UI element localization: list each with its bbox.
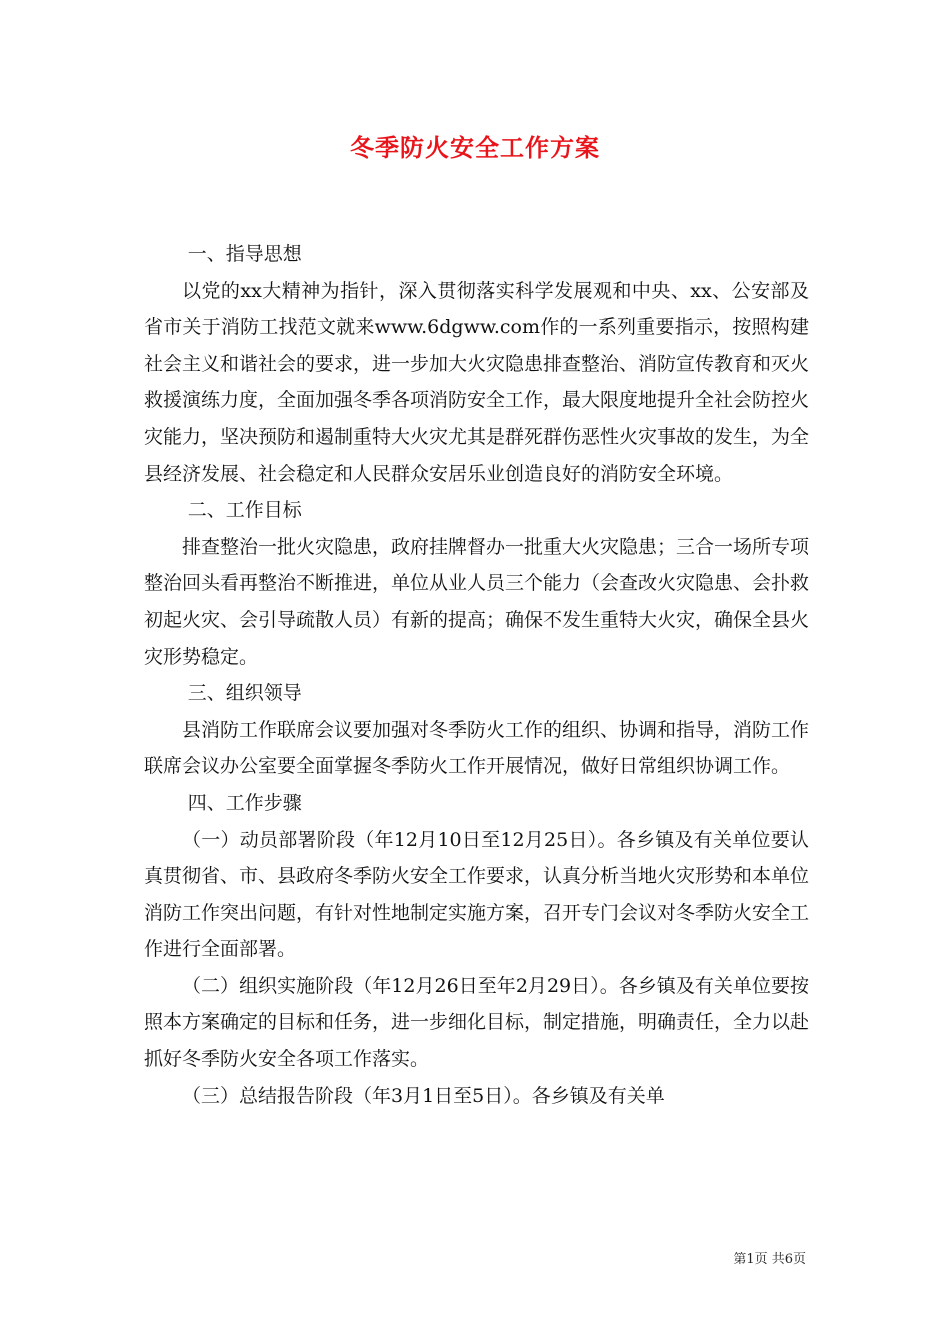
section-heading: 四、工作步骤 xyxy=(187,791,302,814)
section-heading: 一、指导思想 xyxy=(187,243,302,265)
paragraph: （三）总结报告阶段（年3月1日至5日）。各乡镇及有关单 xyxy=(182,1084,665,1107)
paragraph: （一）动员部署阶段（年12月10日至12月25日）。各乡镇及有关单位要认真贯彻省、市、县政府冬季防火安全工作要求，认真分析当地火灾形势和本单位消防工作突出问题，有针对性地制定实施方案，召开专门会议对冬季防火安全工作进行全面部署。 xyxy=(144,828,810,961)
page-number: 第1页 共6页 xyxy=(733,1252,806,1267)
document-title: 冬季防火安全工作方案 xyxy=(350,133,600,162)
paragraph: 排查整治一批火灾隐患，政府挂牌督办一批重大火灾隐患；三合一场所专项整治回头看再整治不断推进，单位从业人员三个能力（会查改火灾隐患、会扑救初起火灾、会引导疏散人员）有新的提高；确保不发生重特大火灾，确保全县火灾形势稳定。 xyxy=(144,535,810,668)
document-body xyxy=(144,236,809,1114)
paragraph: 县消防工作联席会议要加强对冬季防火工作的组织、协调和指导，消防工作联席会议办公室要全面掌握冬季防火工作开展情况，做好日常组织协调工作。 xyxy=(144,718,810,778)
paragraph: 以党的xx大精神为指针，深入贯彻落实科学发展观和中央、xx、公安部及省市关于消防工找范文就来www.6dgww.com作的一系列重要指示，按照构建社会主义和谐社会的要求，进一步加大火灾隐患排查整治、消防宣传教育和灭火救援演练力度，全面加强冬季各项消防安全工作，最大限度地提升全社会防控火灾能力，坚决预防和遏制重特大火灾尤其是群死群伤恶性火灾事故的发生，为全县经济发展、社会稳定和人民群众安居乐业创造良好的消防安全环境。 xyxy=(144,279,810,485)
section-heading: 三、组织领导 xyxy=(187,682,302,705)
paragraph: （二）组织实施阶段（年12月26日至年2月29日）。各乡镇及有关单位要按照本方案确定的目标和任务，进一步细化目标，制定措施，明确责任，全力以赴抓好冬季防火安全各项工作落实。 xyxy=(144,974,810,1071)
section-heading: 二、工作目标 xyxy=(187,499,302,522)
